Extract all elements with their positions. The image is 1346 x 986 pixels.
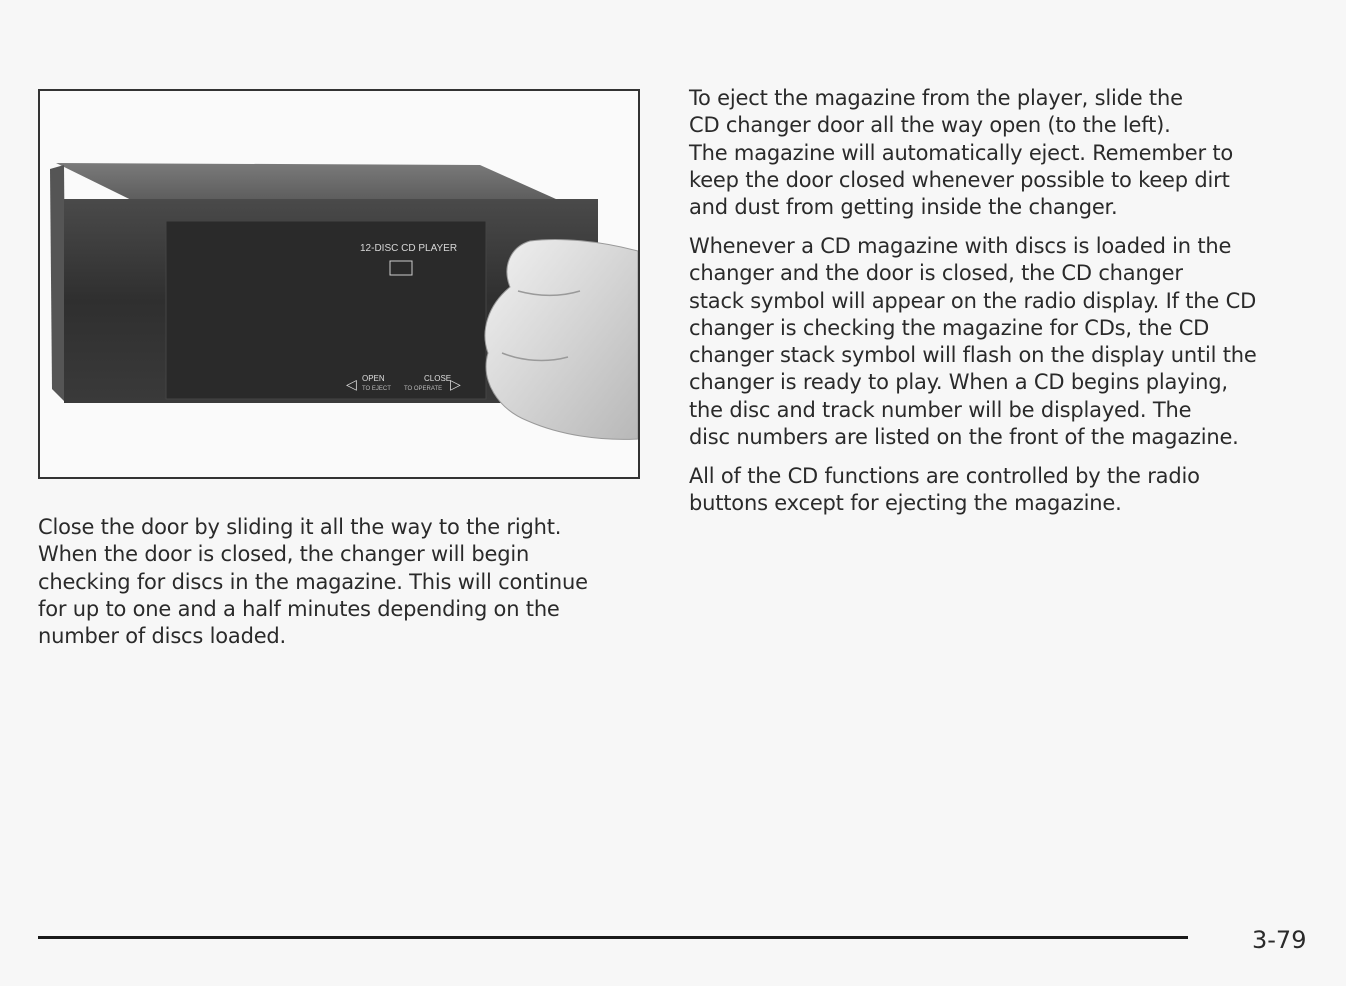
open-sublabel: TO EJECT [362,386,391,392]
open-label: OPEN [362,374,385,383]
close-arrow-icon: ▷ [450,377,461,393]
left-paragraph: Close the door by sliding it all the way to the right. When the door is closed, the changer will begin checking for discs in the magazine. This will continue for up to one and a half minutes depending on the number of discs loaded. [38,515,588,649]
page-number: 3-79 [1252,926,1307,954]
hand [485,239,638,439]
cd-changer-drawing [40,91,638,477]
device-label: 12-DISC CD PLAYER [360,243,458,254]
right-paragraph-eject: To eject the magazine from the player, slide the CD changer door all the way open (to the left). The magazine will automatically eject. Remember to keep the door closed whenever possible to keep dirt and dust from getting inside the changer. [689,86,1234,220]
cd-changer-illustration [38,89,640,479]
close-sublabel: TO OPERATE [404,386,443,392]
right-paragraph-display: Whenever a CD magazine with discs is loaded in the changer and the door is closed, the CD changer stack symbol will appear on the radio display. If the CD changer is checking the magazine for CDs, the CD changer stack symbol will flash on the display until the changer is ready to play. When a CD begins playing, the disc and track number will be displayed. The disc numbers are listed on the front of the magazine. [689,234,1257,450]
changer-side [50,165,66,403]
close-label: CLOSE [424,374,452,383]
footer-rule [38,936,1188,939]
right-paragraph-functions: All of the CD functions are controlled by the radio buttons except for ejecting the magazine. [689,464,1200,516]
open-arrow-icon: ◁ [346,377,357,393]
